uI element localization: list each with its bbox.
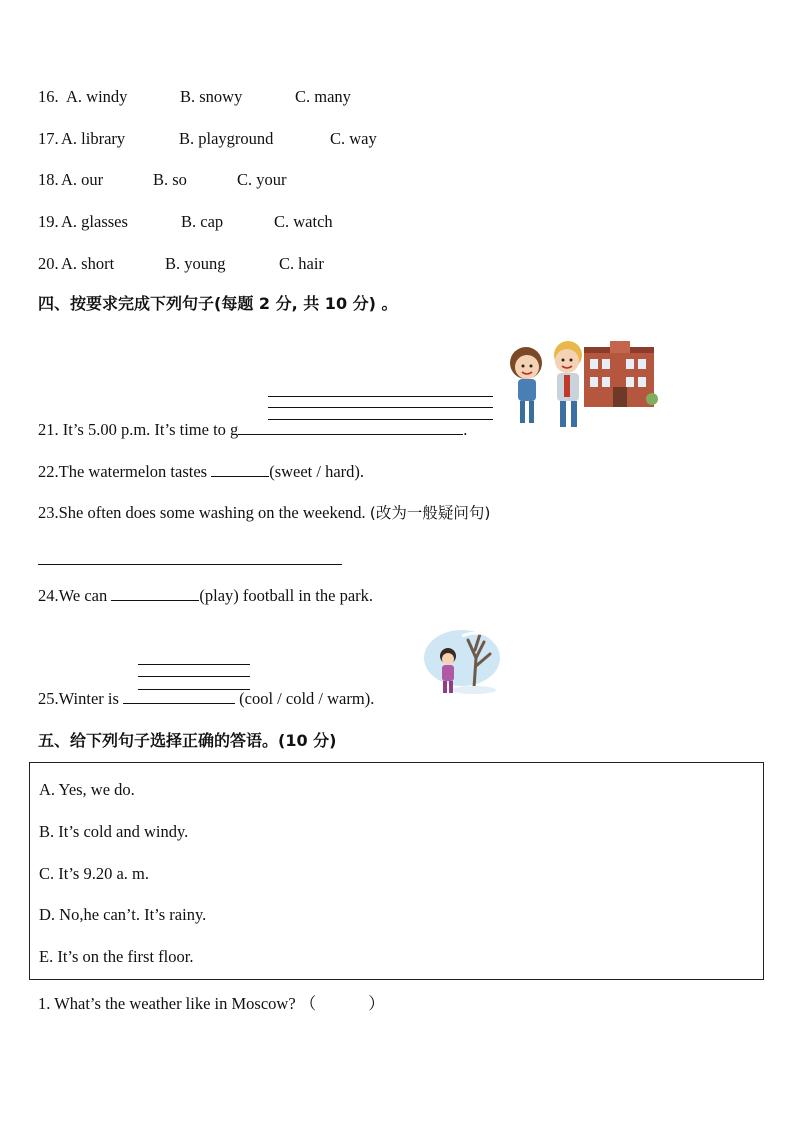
option-b: B. playground <box>179 129 274 148</box>
question-hint: (play) football in the park. <box>199 586 374 605</box>
answer-line[interactable] <box>38 564 342 565</box>
option-b: B. cap <box>181 212 224 231</box>
section-5-heading: 五、给下列句子选择正确的答语。(10 分) <box>38 731 337 750</box>
question-number: 16. <box>38 87 59 106</box>
girl-and-winter-tree-illustration <box>422 628 500 696</box>
answer-paren-open: （ <box>299 994 317 1013</box>
answer-paren-close: ） <box>368 994 385 1013</box>
question-text: It’s 5.00 p.m. It’s time to g <box>62 420 239 439</box>
option-b: B. so <box>153 170 187 189</box>
answer-options-box <box>29 762 764 980</box>
option-a: A. our <box>61 170 104 189</box>
question-16 <box>38 87 351 107</box>
question-number: 23. <box>38 503 59 522</box>
question-23 <box>38 503 490 523</box>
option-c: C. many <box>295 87 351 106</box>
question-text: 1. What’s the weather like in Moscow? <box>38 994 296 1013</box>
option-a: A. short <box>61 254 115 273</box>
option-a: A. library <box>61 129 126 148</box>
option-c: C. your <box>237 170 287 189</box>
answer-line[interactable] <box>268 396 493 397</box>
option-b: B. young <box>165 254 226 273</box>
question-17 <box>38 129 377 149</box>
answer-blank[interactable] <box>111 586 199 601</box>
option-c: C. way <box>330 129 377 148</box>
question-hint: (cool / cold / warm). <box>239 689 375 708</box>
answer-blank[interactable] <box>123 689 235 704</box>
question-punctuation: . <box>463 420 468 439</box>
answer-blank[interactable] <box>238 420 463 435</box>
question-text: The watermelon tastes <box>58 462 208 481</box>
option-b: B. snowy <box>180 87 243 106</box>
question-number: 18. <box>38 170 59 189</box>
question-number: 25. <box>38 689 59 708</box>
question-text: We can <box>58 586 108 605</box>
question-hint: (sweet / hard). <box>269 462 365 481</box>
question-number: 22. <box>38 462 59 481</box>
question-25 <box>38 689 374 709</box>
answer-option-b: B. It’s cold and windy. <box>39 822 189 841</box>
question-number: 24. <box>38 586 59 605</box>
option-c: C. hair <box>279 254 324 273</box>
answer-blank[interactable] <box>211 462 269 477</box>
question-number: 19. <box>38 212 59 231</box>
answer-option-c: C. It’s 9.20 a. m. <box>39 864 149 883</box>
option-c: C. watch <box>274 212 333 231</box>
question-24 <box>38 586 373 606</box>
section-4-heading: 四、按要求完成下列句子(每题 2 分, 共 10 分) 。 <box>38 294 398 313</box>
question-22 <box>38 462 364 482</box>
answer-option-a: A. Yes, we do. <box>39 780 135 799</box>
answer-line[interactable] <box>268 407 493 408</box>
question-instruction: (改为一般疑问句) <box>369 504 491 522</box>
question-text: She often does some washing on the weekend. <box>58 503 366 522</box>
question-19 <box>38 212 333 232</box>
question-number: 17. <box>38 129 59 148</box>
answer-option-d: D. No,he can’t. It’s rainy. <box>39 905 207 924</box>
question-21 <box>38 420 467 440</box>
matching-question-1 <box>38 994 385 1014</box>
question-text: Winter is <box>58 689 119 708</box>
kids-and-school-illustration <box>500 337 660 433</box>
answer-line[interactable] <box>138 676 250 677</box>
question-20 <box>38 254 324 274</box>
option-a: A. glasses <box>61 212 128 231</box>
question-number: 21. <box>38 420 59 439</box>
answer-option-e: E. It’s on the first floor. <box>39 947 194 966</box>
question-18 <box>38 170 287 190</box>
answer-line[interactable] <box>138 664 250 665</box>
option-a: A. windy <box>66 87 128 106</box>
question-number: 20. <box>38 254 59 273</box>
